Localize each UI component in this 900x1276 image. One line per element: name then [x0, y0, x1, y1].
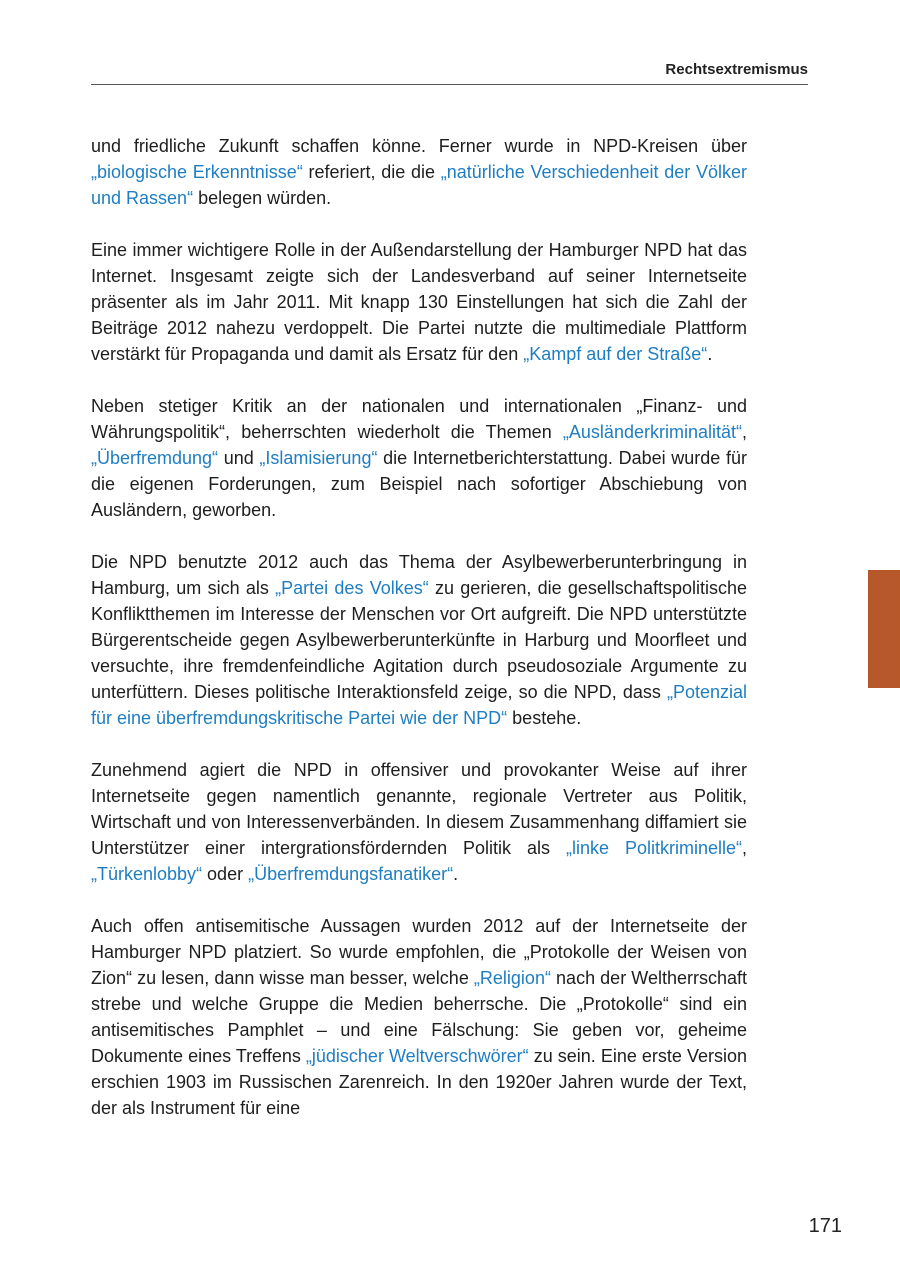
- chapter-thumb-tab: [868, 570, 900, 688]
- text-run: .: [707, 344, 713, 364]
- text-run: die Internetberichterstattung. Dabei wurde für die eigenen Forderungen, zum Beispiel nach sofortiger Abschiebung von Ausländern, geworben.: [91, 448, 747, 520]
- text-run: ,: [741, 838, 747, 858]
- text-run: Auch offen antisemitische Aussagen wurden 2012 auf der Internetseite der Hamburger NPD platziert. So wurde empfohlen, die „Protokolle der Weisen von Zion“ zu lesen, dann wisse man besser, welche: [91, 916, 747, 988]
- quoted-term: „Ausländerkriminalität“: [562, 422, 742, 442]
- text-run: referiert, die die: [302, 162, 441, 182]
- text-run: ,: [741, 422, 747, 442]
- text-run: belegen würden.: [193, 188, 332, 208]
- header-rule: [91, 84, 808, 85]
- paragraph: [91, 549, 747, 731]
- text-run: zu gerieren, die gesellschaftspolitische Konfliktthemen im Interesse der Menschen vor Ort aufgreift. Die NPD unterstützte Bürgerentscheide gegen Asylbewerberunterkünfte in Harburg und Moorfleet und versuchte, ihre fremdenfeindliche Agitation durch pseudosoziale Argumente zu unterfüttern. Dieses politische Interaktionsfeld zeige, so die NPD, dass: [91, 578, 747, 702]
- text-run: und friedliche Zukunft schaffen könne. Ferner wurde in NPD-Kreisen über: [91, 136, 747, 156]
- quoted-term: „jüdischer Weltverschwörer“: [305, 1046, 529, 1066]
- text-run: Zunehmend agiert die NPD in offensiver und provokanter Weise auf ihrer Internetseite gegen namentlich genannte, regionale Vertreter aus Politik, Wirtschaft und von Interessenverbänden. In diesem Zusammenhang diffamiert sie Unterstützer einer intergrationsfördernden Politik als: [91, 760, 747, 858]
- text-run: Die NPD benutzte 2012 auch das Thema der Asylbewerberunterbringung in Hamburg, um sich als: [91, 552, 747, 598]
- paragraph: [91, 393, 747, 523]
- text-run: bestehe.: [507, 708, 582, 728]
- text-run: Eine immer wichtigere Rolle in der Außendarstellung der Hamburger NPD hat das Internet. Insgesamt zeigte sich der Landesverband auf seiner Internetseite präsenter als im Jahr 2011. Mit knapp 130 Einstellungen hat sich die Zahl der Beiträge 2012 nahezu verdoppelt. Die Partei nutzte die multimediale Plattform verstärkt für Propaganda und damit als Ersatz für den: [91, 240, 747, 364]
- quoted-term: „Überfremdung“: [91, 448, 219, 468]
- text-run: nach der Weltherrschaft strebe und welche Gruppe die Medien beherrsche. Die „Protokolle“ sind ein antisemitisches Pamphlet – und eine Fälschung: Sie geben vor, geheime Dokumente eines Treffens: [91, 968, 747, 1066]
- quoted-term: „Islamisierung“: [259, 448, 378, 468]
- running-header-title: Rechtsextremismus: [665, 61, 808, 78]
- quoted-term: „linke Politkriminelle“: [565, 838, 742, 858]
- text-run: zu sein. Eine erste Version erschien 1903 im Russischen Zarenreich. In den 1920er Jahren wurde der Text, der als Instrument für eine: [91, 1046, 747, 1118]
- quoted-term: „Religion“: [473, 968, 551, 988]
- body-text: [91, 133, 747, 1147]
- paragraph: [91, 237, 747, 367]
- quoted-term: „Überfremdungsfanatiker“: [248, 864, 454, 884]
- quoted-term: „Potenzial für eine überfremdungskritische Partei wie der NPD“: [91, 682, 747, 728]
- page-number: 171: [808, 1215, 842, 1237]
- quoted-term: „biologische Erkenntnisse“: [91, 162, 303, 182]
- paragraph: [91, 133, 747, 211]
- text-run: Neben stetiger Kritik an der nationalen und internationalen „Finanz- und Währungspolitik“, beherrschten wiederholt die Themen: [91, 396, 747, 442]
- quoted-term: „Türkenlobby“: [91, 864, 203, 884]
- paragraph: [91, 913, 747, 1121]
- quoted-term: „natürliche Verschiedenheit der Völker und Rassen“: [91, 162, 747, 208]
- text-run: oder: [202, 864, 249, 884]
- text-run: und: [218, 448, 260, 468]
- paragraph: [91, 757, 747, 887]
- quoted-term: „Partei des Volkes“: [275, 578, 429, 598]
- quoted-term: „Kampf auf der Straße“: [523, 344, 708, 364]
- text-run: .: [453, 864, 459, 884]
